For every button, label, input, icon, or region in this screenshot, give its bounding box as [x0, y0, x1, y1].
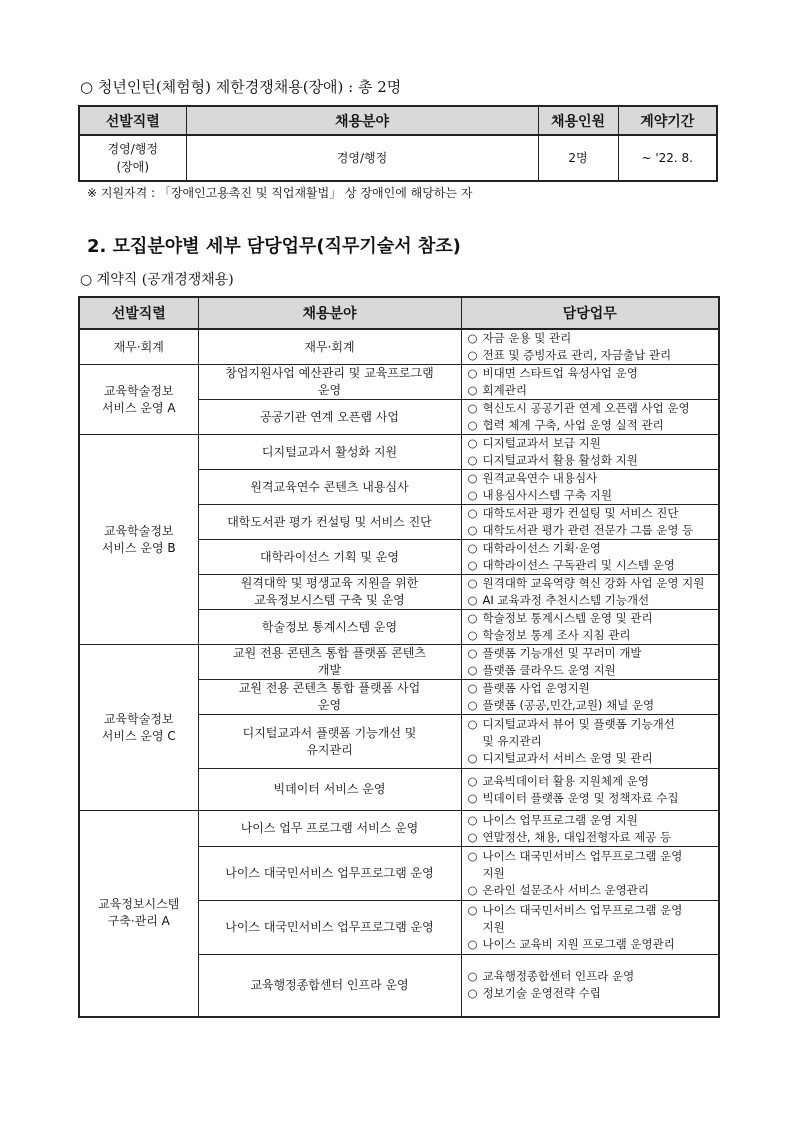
- position-line: 교육정보시스템: [98, 897, 180, 912]
- duty-item: [468, 662, 715, 679]
- duty-text: 원격교육연수 내용심사: [482, 471, 598, 485]
- duty-text: 디지털교과서 뷰어 및 플랫폼 기능개선: [482, 717, 675, 731]
- bullet-circle-icon: ○: [467, 986, 478, 1001]
- duty-text: 디지털교과서 서비스 운영 및 관리: [482, 751, 653, 765]
- duty-text: 교육행정종합센터 인프라 운영: [482, 969, 635, 984]
- duty-text: 빅데이터 플랫폼 운영 및 정책자료 수집: [482, 790, 679, 805]
- duties-cell: [461, 955, 719, 1017]
- duty-text: 자금 운용 및 관리: [482, 331, 572, 345]
- field-cell: [198, 435, 461, 470]
- duty-text: 나이스 업무프로그램 운영 지원: [482, 812, 638, 827]
- duties-cell: [461, 811, 719, 847]
- eligibility-note: ※ 지원자격 : 「장애인고용촉진 및 직업재활법」 상 장애인에 해당하는 자: [87, 186, 473, 200]
- bullet-circle-icon: ○: [467, 331, 478, 345]
- table-row: [79, 365, 719, 400]
- field-line: 원격대학 및 평생교육 지원을 위한: [240, 576, 419, 590]
- duties-cell: [461, 715, 719, 769]
- table-row: [79, 329, 719, 365]
- bullet-circle-icon: ○: [467, 883, 478, 897]
- position-line: 교육학술정보: [103, 711, 174, 726]
- field-cell: [198, 575, 461, 610]
- table-header-row: [79, 106, 717, 135]
- bullet-circle-icon: ○: [467, 593, 478, 607]
- duty-item: [468, 522, 715, 539]
- bullet-circle-icon: [468, 919, 483, 936]
- duty-item: [468, 400, 715, 417]
- duty-item: [468, 365, 715, 382]
- position-line: 서비스 운영 B: [101, 540, 176, 555]
- field-line: 원격교육연수 콘텐츠 내용심사: [250, 479, 409, 494]
- duties-cell: [461, 769, 719, 811]
- position-line: 서비스 운영 C: [101, 728, 176, 743]
- field-line: 교원 전용 콘텐츠 통합 플랫폼 사업: [238, 681, 421, 695]
- bullet-circle-icon: ○: [467, 628, 478, 642]
- duty-item: [468, 470, 715, 487]
- position-line: 구축·관리 A: [107, 914, 170, 929]
- field-line: 재무·회계: [304, 339, 355, 354]
- bullet-circle-icon: ○: [467, 937, 478, 951]
- duty-text: 대학도서관 평가 컨설팅 및 서비스 진단: [482, 506, 679, 520]
- bullet-circle-icon: ○: [467, 681, 478, 695]
- duty-item: [468, 575, 715, 592]
- duty-item: [468, 902, 715, 919]
- duty-item: [468, 610, 715, 627]
- duty-text: 학술정보 통계 조사 지침 관리: [482, 628, 631, 642]
- field-line: 학술정보 통계시스템 운영: [261, 619, 398, 634]
- field-cell: [198, 365, 461, 400]
- duty-text: 나이스 대국민서비스 업무프로그램 운영: [482, 903, 683, 917]
- position-line: (장애): [116, 160, 150, 174]
- duty-item: [468, 417, 715, 434]
- duty-item: [468, 790, 715, 807]
- duty-item: [468, 936, 715, 953]
- field-line: 운영: [317, 383, 342, 397]
- bullet-circle-icon: ○: [467, 506, 478, 520]
- header-position: 선발직렬: [79, 297, 198, 329]
- bullet-circle-icon: ○: [467, 646, 478, 660]
- bullet-circle-icon: ○: [467, 436, 478, 450]
- field-cell: [198, 901, 461, 955]
- bullet-circle-icon: ○: [467, 558, 478, 572]
- table-row: [79, 645, 719, 680]
- bullet-circle-icon: ○: [467, 383, 478, 397]
- bullet-circle-icon: ○: [467, 611, 478, 625]
- field-line: 교육행정종합센터 인프라 운영: [250, 977, 409, 992]
- duty-item: [468, 680, 715, 697]
- field-line: 나이스 대국민서비스 업무프로그램 운영: [225, 920, 434, 934]
- duty-text: 연말정산, 채용, 대입전형자료 제공 등: [482, 829, 672, 844]
- field-line: 개발: [317, 663, 342, 677]
- bullet-circle-icon: ○: [467, 471, 478, 485]
- duty-item: [468, 985, 715, 1002]
- duty-text: 나이스 대국민서비스 업무프로그램 운영: [482, 849, 683, 863]
- duty-text: 학술정보 통계시스템 운영 및 관리: [482, 611, 653, 625]
- position-line: 재무·회계: [113, 339, 164, 354]
- field-cell: [198, 505, 461, 540]
- table-row: [79, 811, 719, 847]
- bullet-circle-icon: ○: [467, 401, 478, 415]
- count-cell: 2명: [538, 135, 618, 181]
- duty-item: [468, 697, 715, 714]
- duty-text: 혁신도시 공공기관 연계 오픈랩 사업 운영: [482, 401, 690, 415]
- header-field: 채용분야: [198, 297, 461, 329]
- position-cell: [79, 365, 198, 435]
- field-line: 나이스 업무 프로그램 서비스 운영: [240, 821, 419, 835]
- duty-text: 디지털교과서 보급 지원: [482, 436, 601, 450]
- duty-text: 교육빅데이터 활용 지원체계 운영: [482, 773, 649, 788]
- duty-text: 나이스 교육비 지원 프로그램 운영관리: [482, 937, 675, 951]
- table-header-row: [79, 297, 719, 329]
- field-line: 디지털교과서 활성화 지원: [261, 444, 398, 459]
- duty-text: 플랫폼 클라우드 운영 지원: [482, 663, 616, 677]
- duty-item: [468, 347, 715, 364]
- bullet-circle-icon: ○: [467, 790, 478, 805]
- duty-text: 플랫폼 사업 운영지원: [482, 681, 590, 695]
- duties-cell: [461, 365, 719, 400]
- field-cell: 경영/행정: [186, 135, 538, 181]
- bullet-circle-icon: ○: [467, 751, 478, 765]
- field-cell: [198, 955, 461, 1017]
- bullet-circle-icon: ○: [467, 366, 478, 380]
- header-field: 채용분야: [186, 106, 538, 135]
- bullet-circle-icon: ○: [467, 541, 478, 555]
- duty-item: [468, 627, 715, 644]
- header-position: 선발직렬: [79, 106, 186, 135]
- duty-text: 온라인 설문조사 서비스 운영관리: [482, 883, 649, 897]
- field-line: 교원 전용 콘텐츠 통합 플랫폼 콘텐츠: [233, 646, 426, 660]
- duty-item: [468, 505, 715, 522]
- intern-recruitment-table: [78, 105, 718, 182]
- duty-item: [468, 645, 715, 662]
- duty-item: [468, 592, 715, 609]
- field-line: 빅데이터 서비스 운영: [273, 782, 386, 796]
- bullet-circle-icon: ○: [467, 663, 478, 677]
- duty-item: [468, 382, 715, 399]
- field-cell: [198, 400, 461, 435]
- field-line: 대학라이선스 기획 및 운영: [260, 549, 399, 564]
- position-cell: [79, 135, 186, 181]
- period-cell: ~ '22. 8.: [618, 135, 717, 181]
- bullet-circle-icon: ○: [467, 418, 478, 432]
- field-cell: [198, 811, 461, 847]
- duty-item: [468, 330, 715, 347]
- duty-item: [468, 750, 715, 767]
- duty-item: [468, 829, 715, 846]
- duty-item: [468, 487, 715, 504]
- duty-text: 대학라이선스 구독관리 및 시스템 운영: [482, 558, 675, 572]
- bullet-circle-icon: ○: [467, 523, 478, 537]
- bullet-circle-icon: [468, 865, 483, 882]
- position-line: 교육학술정보: [103, 523, 174, 538]
- position-line: 교육학술정보: [103, 383, 174, 398]
- field-cell: [198, 470, 461, 505]
- duty-text: 대학라이선스 기획·운영: [482, 541, 601, 555]
- duty-text: 전표 및 증빙자료 관리, 자금출납 관리: [482, 348, 672, 362]
- duties-table: [78, 296, 720, 1018]
- duties-cell: [461, 847, 719, 901]
- bullet-circle-icon: ○: [467, 849, 478, 863]
- position-cell: [79, 811, 198, 1017]
- duties-cell: [461, 575, 719, 610]
- duty-item: [468, 848, 715, 865]
- position-cell: [79, 435, 198, 645]
- duty-text: 지원: [482, 866, 505, 880]
- field-line: 디지털교과서 플랫폼 기능개선 및: [242, 725, 417, 740]
- duty-text: 디지털교과서 활용 활성화 지원: [482, 453, 638, 467]
- bullet-circle-icon: ○: [467, 488, 478, 502]
- bullet-circle-icon: ○: [467, 453, 478, 467]
- duty-text: 협력 체계 구축, 사업 운영 실적 관리: [482, 418, 664, 432]
- duty-item: [468, 435, 715, 452]
- duties-cell: [461, 435, 719, 470]
- duty-text: 회계관리: [482, 383, 527, 397]
- bullet-circle-icon: ○: [467, 969, 478, 984]
- field-cell: [198, 610, 461, 645]
- bullet-circle-icon: ○: [467, 773, 478, 788]
- section2-subheading: ○ 계약직 (공개경쟁채용): [80, 272, 234, 288]
- duties-cell: [461, 901, 719, 955]
- duty-item: [468, 716, 715, 733]
- duty-item: [468, 919, 715, 936]
- duties-cell: [461, 505, 719, 540]
- position-line: 경영/행정: [107, 142, 158, 156]
- field-line: 대학도서관 평가 컨설팅 및 서비스 진단: [227, 514, 432, 529]
- duty-item: [468, 557, 715, 574]
- duty-item: [468, 968, 715, 985]
- duties-cell: [461, 680, 719, 715]
- duty-text: 플랫폼 (공공,민간,교원) 채널 운영: [482, 698, 655, 712]
- header-period: 계약기간: [618, 106, 717, 135]
- duties-cell: [461, 400, 719, 435]
- bullet-circle-icon: ○: [467, 576, 478, 590]
- field-cell: [198, 769, 461, 811]
- section2-heading: 2. 모집분야별 세부 담당업무(직무기술서 참조): [87, 236, 461, 257]
- position-cell: [79, 645, 198, 811]
- duty-text: 원격대학 교육역량 혁신 강화 사업 운영 지원: [482, 576, 705, 590]
- bullet-circle-icon: ○: [467, 348, 478, 362]
- field-line: 창업지원사업 예산관리 및 교육프로그램: [225, 366, 434, 380]
- field-line: 유지관리: [306, 742, 353, 757]
- duty-text: 플랫폼 기능개선 및 꾸러미 개발: [482, 646, 642, 660]
- duty-item: [468, 540, 715, 557]
- field-cell: [198, 645, 461, 680]
- duty-text: 지원: [482, 920, 505, 934]
- field-cell: [198, 847, 461, 901]
- duties-cell: [461, 610, 719, 645]
- section1-heading: ○ 청년인턴(체험형) 제한경쟁채용(장애) : 총 2명: [80, 78, 402, 96]
- duty-item: [468, 865, 715, 882]
- duty-text: 비대면 스타트업 육성사업 운영: [482, 366, 638, 380]
- field-line: 공공기관 연계 오픈랩 사업: [260, 409, 399, 424]
- duty-item: [468, 812, 715, 829]
- bullet-circle-icon: ○: [467, 829, 478, 844]
- duties-cell: [461, 540, 719, 575]
- bullet-circle-icon: [468, 733, 483, 750]
- duties-cell: [461, 329, 719, 365]
- field-line: 운영: [317, 698, 342, 712]
- duty-text: 대학도서관 평가 관련 전문가 그룹 운영 등: [482, 523, 694, 537]
- duty-item: [468, 882, 715, 899]
- bullet-circle-icon: ○: [467, 698, 478, 712]
- table-row: [79, 135, 717, 181]
- field-line: 교육정보시스템 구축 및 운영: [254, 593, 405, 607]
- duty-text: 내용심사시스템 구축 지원: [482, 488, 613, 502]
- field-cell: [198, 680, 461, 715]
- duty-item: [468, 733, 715, 750]
- field-cell: [198, 329, 461, 365]
- field-cell: [198, 540, 461, 575]
- bullet-circle-icon: ○: [467, 903, 478, 917]
- bullet-circle-icon: ○: [467, 717, 478, 731]
- duties-cell: [461, 470, 719, 505]
- header-duties: 담당업무: [461, 297, 719, 329]
- duty-text: 정보기술 운영전략 수립: [482, 986, 601, 1001]
- table-row: [79, 435, 719, 470]
- duty-text: 및 유지관리: [482, 734, 542, 748]
- position-cell: [79, 329, 198, 365]
- header-count: 채용인원: [538, 106, 618, 135]
- duty-item: [468, 452, 715, 469]
- field-line: 나이스 대국민서비스 업무프로그램 운영: [225, 866, 434, 880]
- duty-text: AI 교육과정 추천시스템 기능개선: [482, 593, 650, 607]
- position-line: 서비스 운영 A: [101, 400, 176, 415]
- bullet-circle-icon: ○: [467, 812, 478, 827]
- field-cell: [198, 715, 461, 769]
- duty-item: [468, 773, 715, 790]
- duties-cell: [461, 645, 719, 680]
